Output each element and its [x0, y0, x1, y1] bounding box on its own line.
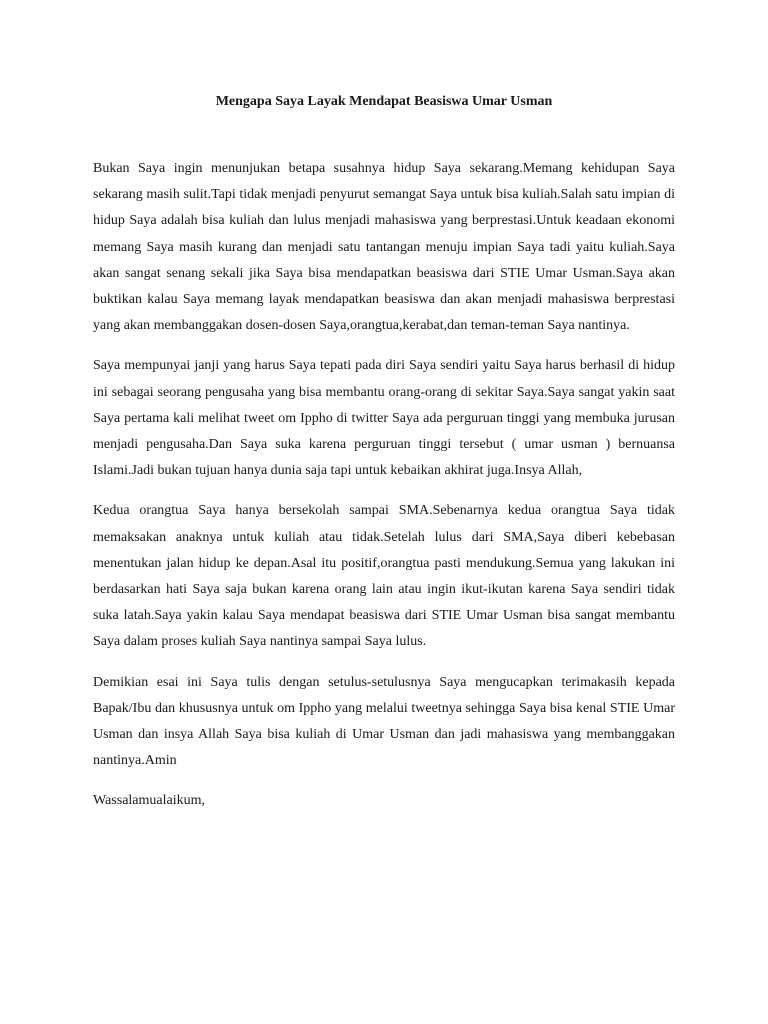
- document-body: [93, 92, 675, 814]
- document-title: Mengapa Saya Layak Mendapat Beasiswa Umar Usman: [215, 94, 553, 109]
- paragraph-3: Kedua orangtua Saya hanya bersekolah sampai SMA.Sebenarnya kedua orangtua Saya tidak memaksakan anaknya untuk kuliah atau tidak.Setelah lulus dari SMA,Saya diberi kebebasan menentukan jalan hidup ke depan.Asal itu positif,orangtua pasti mendukung.Semua yang lakukan ini berdasarkan hati Saya saja bukan karena orang lain atau ingin ikut-ikutan karena Saya sendiri tidak suka latah.Saya yakin kalau Saya mendapat beasiswa dari STIE Umar Usman bisa sangat membantu Saya dalam proses kuliah Saya nantinya sampai Saya lulus.: [93, 503, 675, 650]
- paragraph-4: Demikian esai ini Saya tulis dengan setulus-setulusnya Saya mengucapkan terimakasih kepada Bapak/Ibu dan khususnya untuk om Ippho yang melalui tweetnya sehingga Saya bisa kenal STIE Umar Usman dan insya Allah Saya bisa kuliah di Umar Usman dan jadi mahasiswa yang membanggakan nantinya.Amin: [93, 674, 675, 769]
- closing-salutation: Wassalamualaikum,: [93, 793, 206, 809]
- paragraph-2: Saya mempunyai janji yang harus Saya tepati pada diri Saya sendiri yaitu Saya harus berhasil di hidup ini sebagai seorang pengusaha yang bisa membantu orang-orang di sekitar Saya.Saya sangat yakin saat Saya pertama kali melihat tweet om Ippho di twitter Saya ada perguruan tinggi yang membuka jurusan menjadi pengusaha.Dan Saya suka karena perguruan tinggi tersebut ( umar usman ) bernuansa Islami.Jadi bukan tujuan hanya dunia saja tapi untuk kebaikan akhirat juga.Insya Allah,: [93, 358, 675, 479]
- paragraph-1: Bukan Saya ingin menunjukan betapa susahnya hidup Saya sekarang.Memang kehidupan Saya sekarang masih sulit.Tapi tidak menjadi penyurut semangat Saya untuk bisa kuliah.Salah satu impian di hidup Saya adalah bisa kuliah dan lulus menjadi mahasiswa yang berprestasi.Untuk keadaan ekonomi memang Saya masih kurang dan menjadi satu tantangan menuju impian Saya tadi yaitu kuliah.Saya akan sangat senang sekali jika Saya bisa mendapatkan beasiswa dari STIE Umar Usman.Saya akan buktikan kalau Saya memang layak mendapatkan beasiswa dan akan menjadi mahasiswa berprestasi yang akan membanggakan dosen-dosen Saya,orangtua,kerabat,dan teman-teman Saya nantinya.: [93, 161, 675, 334]
